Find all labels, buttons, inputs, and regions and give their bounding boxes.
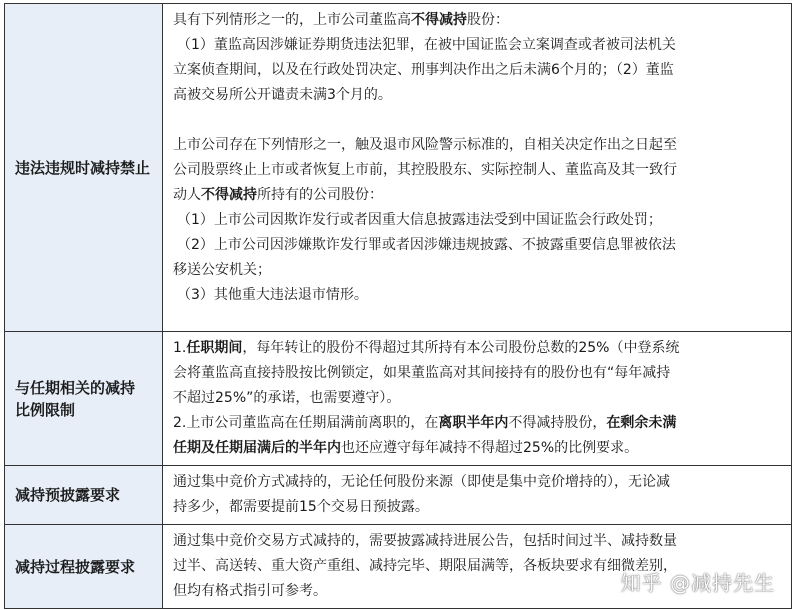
row-content <box>163 4 792 332</box>
row-content <box>163 466 792 525</box>
text: 不得减持股份， <box>508 415 607 431</box>
content-line: 过半、高送转、重大资产重组、减持完毕、期限届满等，各板块要求有细微差别， <box>173 558 677 574</box>
row-heading <box>5 4 163 332</box>
emphasis: 在剩余未满 <box>606 415 677 431</box>
row-heading <box>5 525 163 609</box>
row-content <box>163 332 792 466</box>
emphasis: 任职期间 <box>186 340 243 356</box>
row-heading <box>5 332 163 466</box>
text: 1. <box>173 340 187 356</box>
row-heading-text: 与任期相关的减持 <box>15 378 136 397</box>
content-line: 上市公司存在下列情形之一，触及退市风险警示标准的，自相关决定作出之日起至 <box>173 137 677 153</box>
table-row <box>5 332 792 466</box>
emphasis: 任期及任期届满后的半年内 <box>173 440 341 456</box>
emphasis: 离职半年内 <box>438 415 509 431</box>
content-line: 高被交易所公开谴责未满3个月的。 <box>173 87 392 103</box>
content-line: 移送公安机关； <box>173 262 271 278</box>
row-heading-text: 违法违规时减持禁止 <box>15 158 151 177</box>
content-line: （3）其他重大违法退市情形。 <box>177 287 368 303</box>
row-heading-text: 减持过程披露要求 <box>15 557 136 576</box>
text: 也还应遵守每年减持不得超过25%的比例要求。 <box>341 440 639 456</box>
content-line: 不超过25%”的承诺，也需要遵守）。 <box>173 390 401 406</box>
emphasis: 不得减持 <box>201 187 257 203</box>
text: 具有下列情形之一的，上市公司董监高 <box>173 12 411 28</box>
content-line <box>173 436 783 461</box>
text: 2.上市公司董监高在任期届满前离职的，在 <box>173 415 439 431</box>
watermark: 知乎 @减持先生 <box>620 571 775 595</box>
content-line <box>173 8 783 33</box>
content-line: 但均有格式指引可参考。 <box>173 583 327 599</box>
content-line: （1）上市公司因欺诈发行或者因重大信息披露违法受到中国证监会行政处罚； <box>177 212 662 228</box>
table-row <box>5 466 792 525</box>
text: ，每年转让的股份不得超过其所持有本公司股份总数的25%（中登系统 <box>242 340 680 356</box>
content-line: 立案侦查期间，以及在行政处罚决定、刑事判决作出之后未满6个月的；（2）董监 <box>173 62 674 78</box>
content-line <box>173 411 783 436</box>
content-line: 通过集中竞价方式减持的，无论任何股份来源（即使是集中竞价增持的），无论减 <box>173 474 670 490</box>
content-line: 会将董监高直接持股按比例锁定，如果董监高对其间接持有的股份也有“每年减持 <box>173 365 671 381</box>
content-line <box>173 183 783 208</box>
row-heading-text: 减持预披露要求 <box>15 486 121 504</box>
reduction-rules-table <box>4 3 792 609</box>
content-line <box>173 336 783 361</box>
text: 所持有的公司股份： <box>257 187 383 203</box>
content-line: （1）董监高因涉嫌证券期货违法犯罪，在被中国证监会立案调查或者被司法机关 <box>177 37 676 53</box>
content-line: 持多少，都需要提前15个交易日预披露。 <box>173 499 429 515</box>
content-line: 公司股票终止上市或者恢复上市前，其控股股东、实际控制人、董监高及其一致行 <box>173 162 677 178</box>
text: 股份： <box>467 12 509 28</box>
emphasis: 不得减持 <box>411 12 467 28</box>
text: 动人 <box>173 187 201 203</box>
row-heading <box>5 466 163 525</box>
table-row <box>5 4 792 332</box>
row-heading-text: 比例限制 <box>15 400 76 419</box>
content-line: （2）上市公司因涉嫌欺诈发行罪或者因涉嫌违规披露、不披露重要信息罪被依法 <box>177 237 676 253</box>
content-line: 通过集中竞价交易方式减持的，需要披露减持进展公告，包括时间过半、减持数量 <box>173 533 677 549</box>
spacer <box>173 108 783 133</box>
